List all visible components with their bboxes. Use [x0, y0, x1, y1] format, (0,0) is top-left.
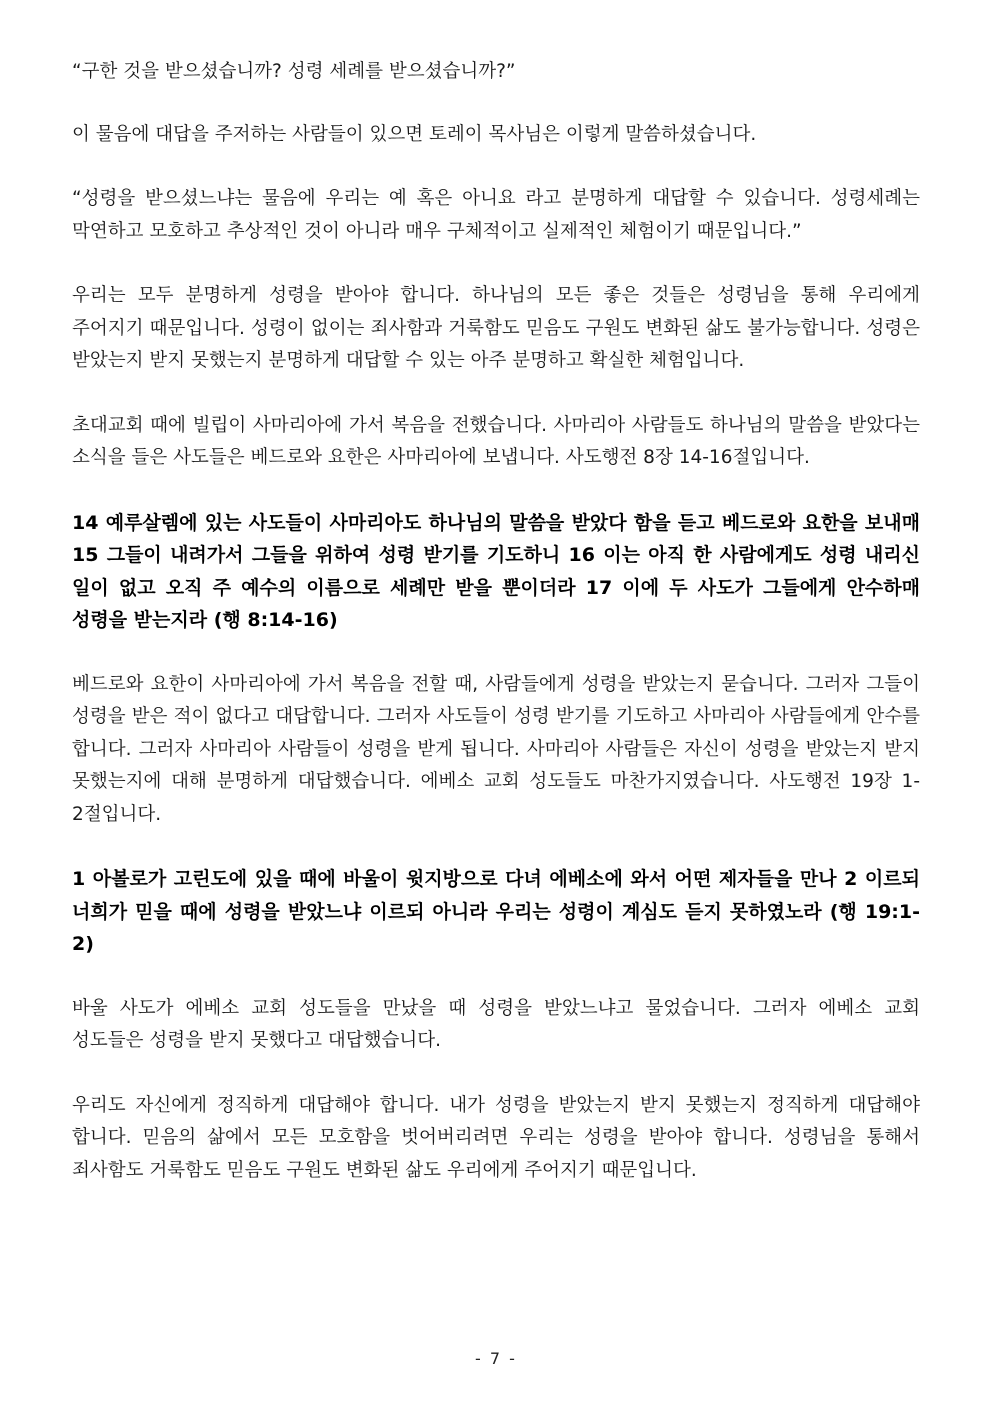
paragraph-early-church: 초대교회 때에 빌립이 사마리아에 가서 복음을 전했습니다. 사마리아 사람들도 하나님의 말씀을 받았다는 소식을 들은 사도들은 베드로와 요한은 사마리아에 보냅니다. 사도행전 8장 14-16절입니다. [72, 414, 920, 468]
scripture-acts-19: 1 아볼로가 고린도에 있을 때에 바울이 윗지방으로 다녀 에베소에 와서 어떤 제자들을 만나 2 이르되 너희가 믿을 때에 성령을 받았느냐 이르되 아니라 우리는 성령이 계심도 듣지 못하였노라 (행 19:1-2) [72, 868, 920, 955]
paragraph-paul-ephesus: 바울 사도가 에베소 교회 성도들을 만났을 때 성령을 받았느냐고 물었습니다. 그러자 에베소 교회 성도들은 성령을 받지 못했다고 대답했습니다. [72, 997, 920, 1051]
paragraph-honest-answer: 우리도 자신에게 정직하게 대답해야 합니다. 내가 성령을 받았는지 받지 못했는지 정직하게 대답해야 합니다. 믿음의 삶에서 모든 모호함을 벗어버리려면 우리는 성령을 받아야 합니다. 성령님을 통해서 죄사함도 거룩함도 믿음도 구원도 변화된 삶도 우리에게 주어지기 때문입니다. [72, 1094, 920, 1181]
paragraph-question-quote: “구한 것을 받으셨습니까? 성령 세례를 받으셨습니까?” [72, 61, 516, 82]
paragraph-receive-spirit: 우리는 모두 분명하게 성령을 받아야 합니다. 하나님의 모든 좋은 것들은 성령님을 통해 우리에게 주어지기 때문입니다. 성령이 없이는 죄사함과 거룩함도 믿음도 구원도 변화된 삶도 불가능합니다. 성령은 받았는지 받지 못했는지 분명하게 대답할 수 있는 아주 분명하고 확실한 체험입니다. [72, 285, 920, 371]
paragraph-torrey-quote: “성령을 받으셨느냐는 물음에 우리는 예 혹은 아니요 라고 분명하게 대답할 수 있습니다. 성령세례는 막연하고 모호하고 추상적인 것이 아니라 매우 구체적이고 실제적인 체험이기 때문입니다.” [72, 188, 920, 242]
document-body [72, 56, 920, 1219]
paragraph-peter-john: 베드로와 요한이 사마리아에 가서 복음을 전할 때, 사람들에게 성령을 받았는지 묻습니다. 그러자 그들이 성령을 받은 적이 없다고 대답합니다. 그러자 사도들이 성령 받기를 기도하고 사마리아 사람들에게 안수를 합니다. 그러자 사마리아 사람들이 성령을 받게 됩니다. 사마리아 사람들은 자신이 성령을 받았는지 받지 못했는지에 대해 분명하게 대답했습니다. 에베소 교회 성도들도 마찬가지였습니다. 사도행전 19장 1-2절입니다. [72, 673, 920, 825]
paragraph-torrey-intro: 이 물음에 대답을 주저하는 사람들이 있으면 토레이 목사님은 이렇게 말씀하셨습니다. [72, 123, 757, 145]
page-number: - 7 - [475, 1349, 517, 1368]
scripture-acts-8: 14 예루살렘에 있는 사도들이 사마리아도 하나님의 말씀을 받았다 함을 듣고 베드로와 요한을 보내매 15 그들이 내려가서 그들을 위하여 성령 받기를 기도하니 16 이는 아직 한 사람에게도 성령 내리신 일이 없고 오직 주 예수의 이름으로 세례만 받을 뿐이더라 17 이에 두 사도가 그들에게 안수하매 성령을 받는지라 (행 8:14-16) [72, 511, 920, 631]
